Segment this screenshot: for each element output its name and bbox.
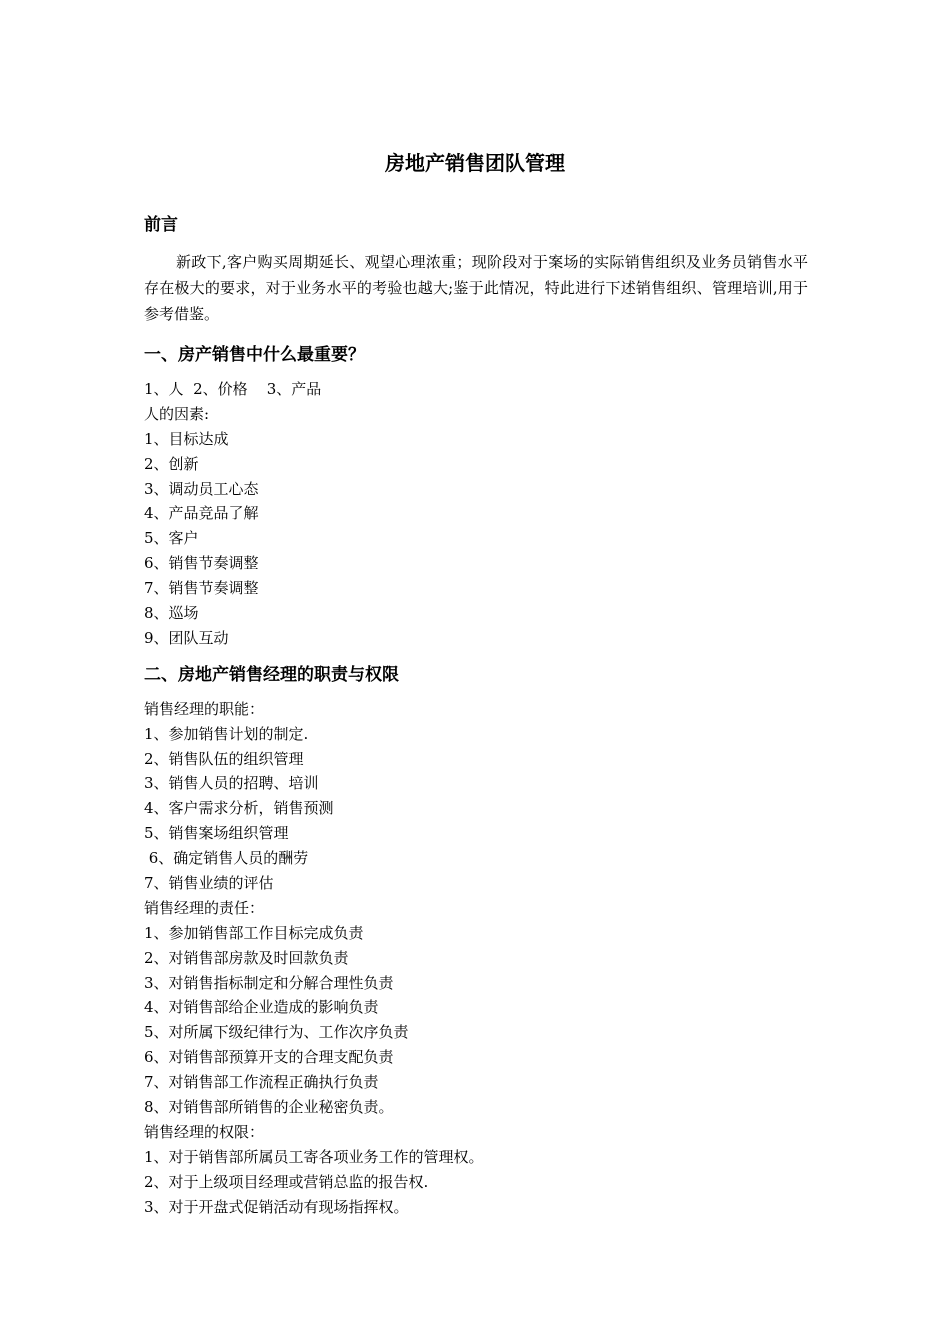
list-item: 5、销售案场组织管理 (144, 824, 289, 843)
section2-list (144, 697, 808, 1220)
list-item: 2、对销售部房款及时回款负责 (144, 948, 349, 967)
section1-list (144, 377, 808, 651)
list-item: 2、创新 (144, 454, 199, 473)
list-item: 2、销售队伍的组织管理 (144, 749, 304, 768)
list-item: 销售经理的责任： (144, 898, 265, 917)
list-item: 1、人 2、价格 3、产品 (144, 380, 322, 398)
document-title: 房地产销售团队管理 (385, 151, 565, 175)
list-item: 3、对销售指标制定和分解合理性负责 (144, 973, 394, 992)
list-item: 1、参加销售计划的制定. (144, 724, 309, 743)
list-item: 4、对销售部给企业造成的影响负责 (144, 998, 379, 1017)
list-item: 3、对于开盘式促销活动有现场指挥权。 (144, 1197, 409, 1216)
list-item: 2、对于上级项目经理或营销总监的报告权. (144, 1172, 429, 1191)
list-item: 1、目标达成 (144, 429, 229, 448)
list-item: 8、巡场 (144, 604, 199, 623)
list-item: 5、对所属下级纪律行为、工作次序负责 (144, 1023, 409, 1042)
list-item: 4、产品竞品了解 (144, 504, 259, 523)
list-item: 3、调动员工心态 (144, 479, 259, 498)
document-body (144, 212, 808, 1220)
list-item: 1、对于销售部所属员工寄各项业务工作的管理权。 (144, 1147, 484, 1166)
list-item: 销售经理的权限： (144, 1122, 265, 1141)
section1-heading: 一、房产销售中什么最重要？ (144, 345, 365, 365)
list-item: 5、客户 (144, 529, 199, 548)
preface-paragraph: 新政下,客户购买周期延长、观望心理浓重；现阶段对于案场的实际销售组织及业务员销售水平存在极大的要求，对于业务水平的考验也越大;鉴于此情况，特此进行下述销售组织、管理培训,用于参考借鉴。 (144, 253, 808, 323)
list-item: 销售经理的职能： (144, 699, 265, 718)
list-item: 人的因素: (144, 404, 210, 423)
list-item: 7、销售业绩的评估 (144, 874, 274, 893)
list-item: 4、客户需求分析，销售预测 (144, 799, 334, 818)
list-item: 6、确定销售人员的酬劳 (144, 849, 309, 868)
list-item: 6、销售节奏调整 (144, 554, 259, 573)
list-item: 1、参加销售部工作目标完成负责 (144, 923, 364, 942)
list-item: 3、销售人员的招聘、培训 (144, 774, 319, 793)
preface-heading: 前言 (144, 215, 178, 235)
list-item: 8、对销售部所销售的企业秘密负责。 (144, 1098, 394, 1117)
section2-heading: 二、房地产销售经理的职责与权限 (144, 664, 399, 685)
list-item: 9、团队互动 (144, 628, 229, 647)
list-item: 7、销售节奏调整 (144, 579, 259, 598)
list-item: 6、对销售部预算开支的合理支配负责 (144, 1048, 394, 1067)
list-item: 7、对销售部工作流程正确执行负责 (144, 1073, 379, 1092)
